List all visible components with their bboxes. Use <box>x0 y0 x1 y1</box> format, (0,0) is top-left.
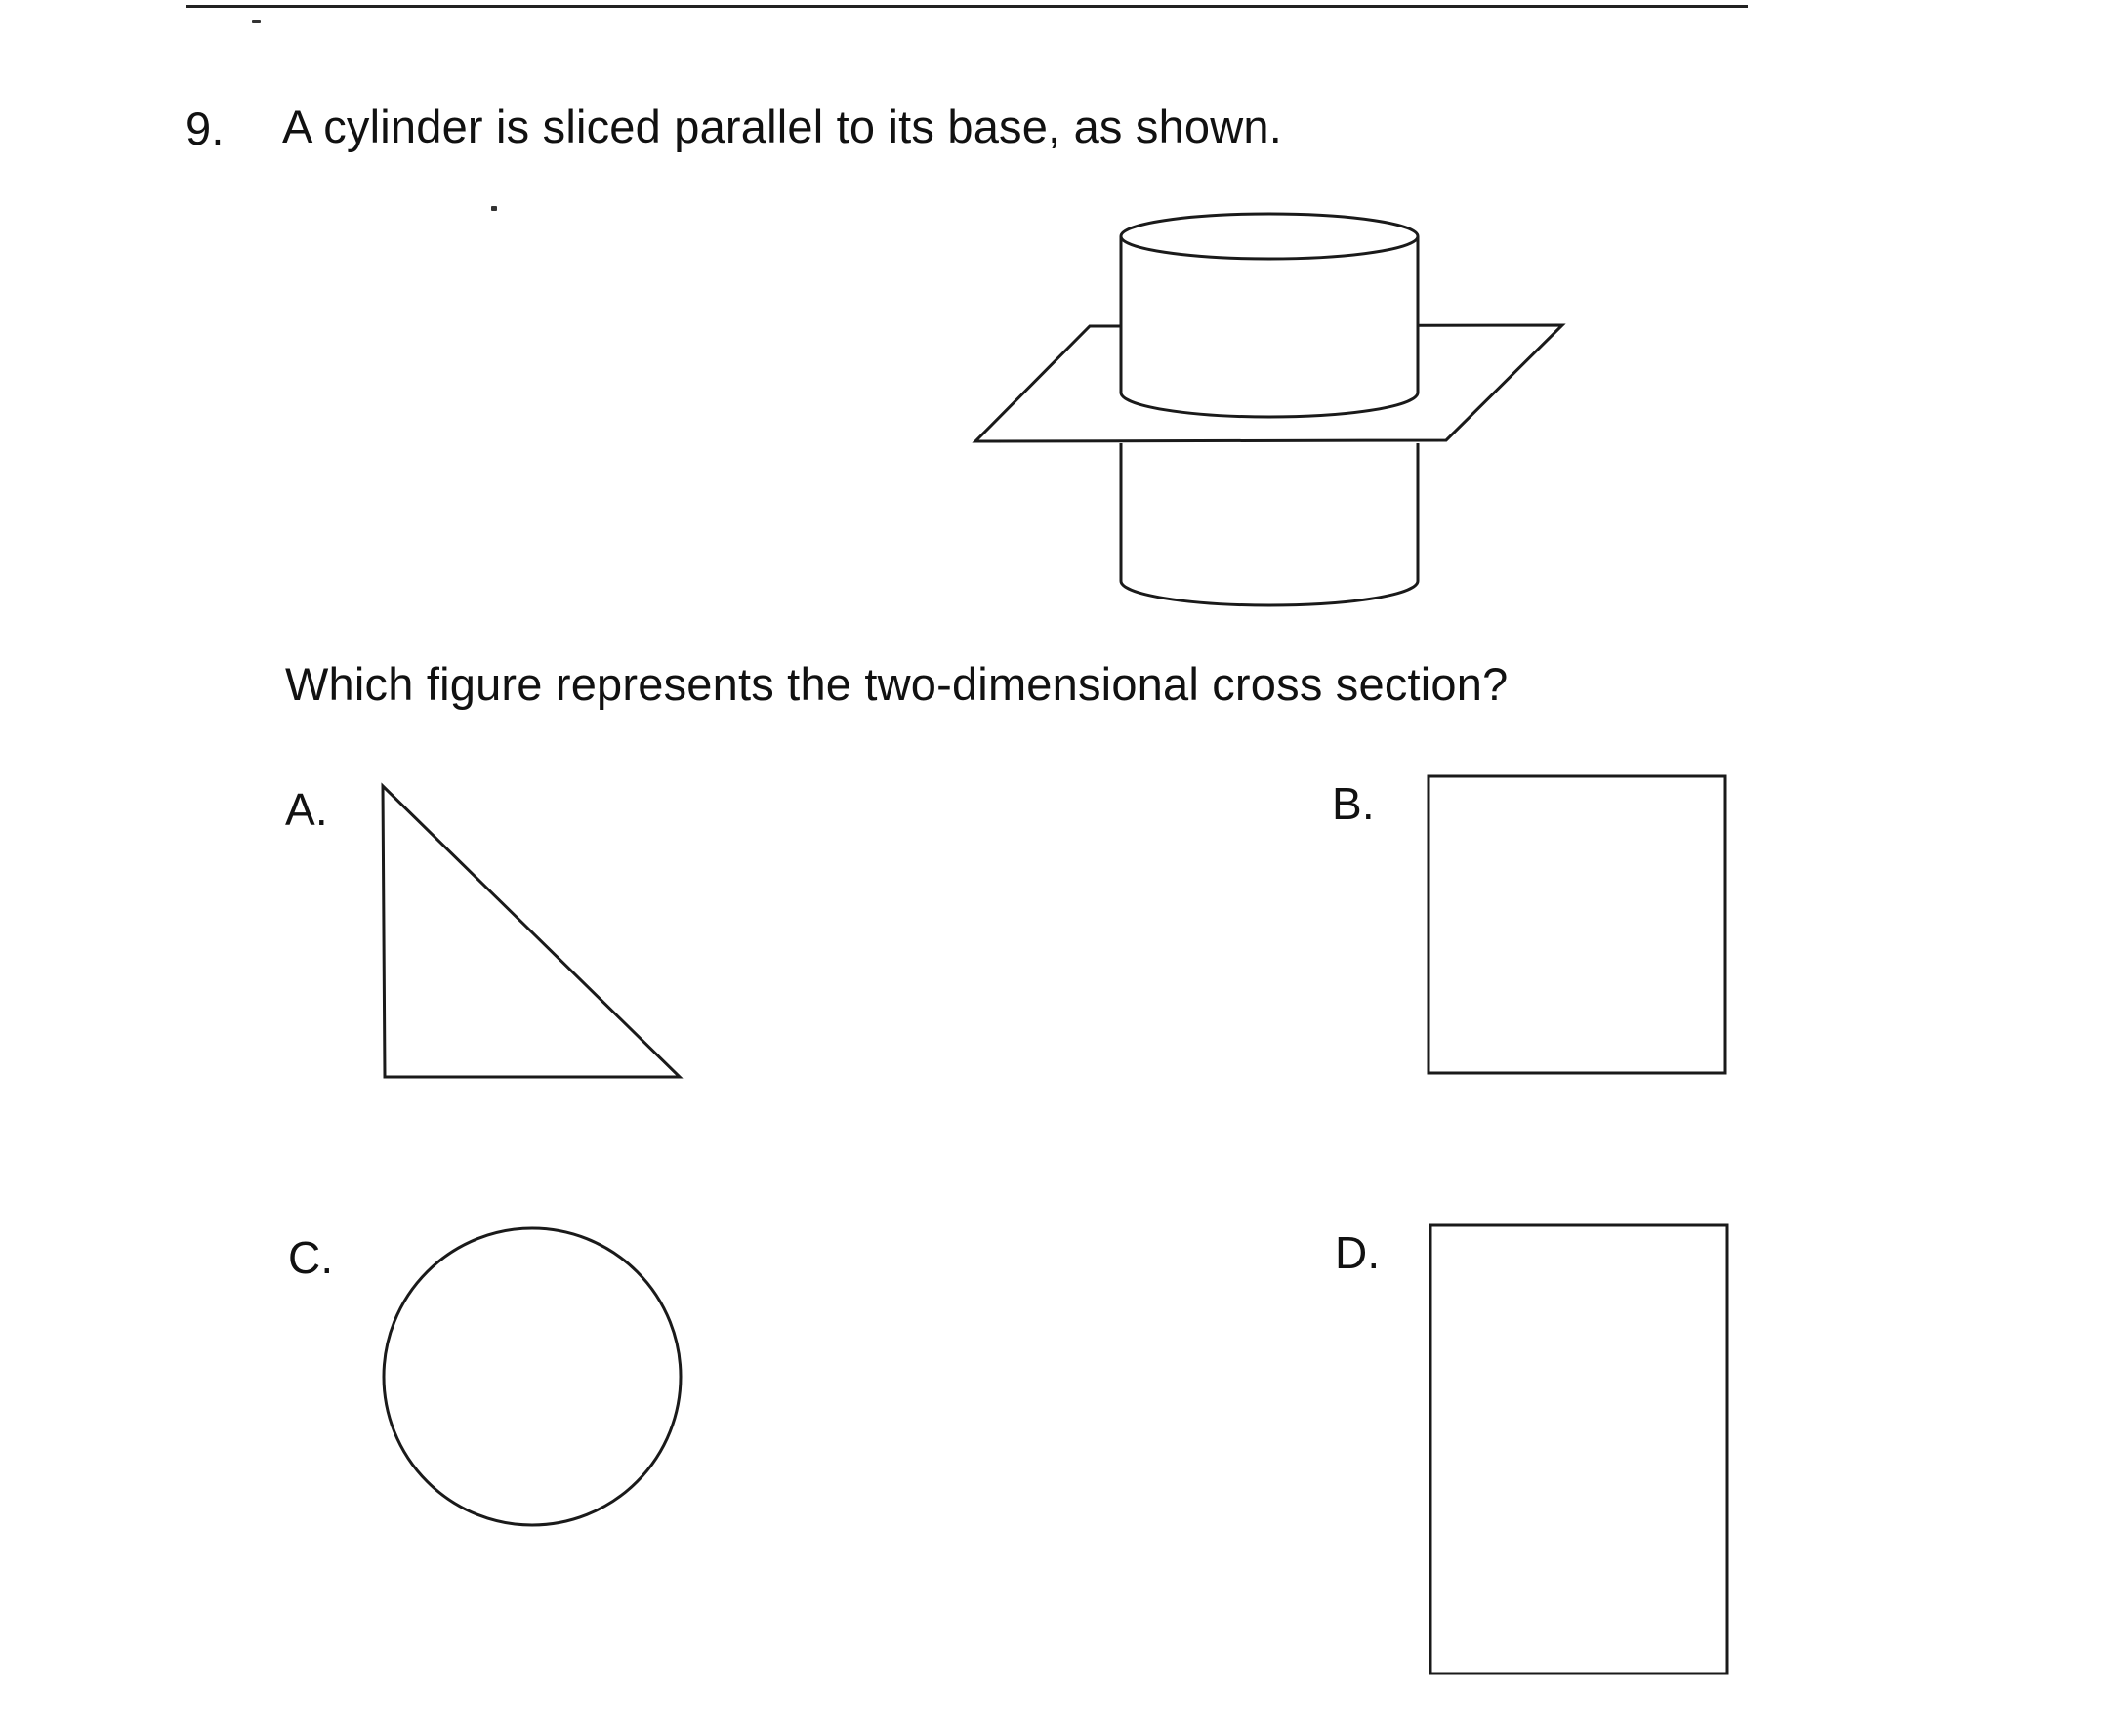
scan-speck <box>252 20 261 23</box>
cylinder-sliced-by-plane-icon <box>967 200 1592 610</box>
option-b-label[interactable]: B. <box>1332 778 1375 829</box>
option-a-label[interactable]: A. <box>285 784 328 835</box>
option-a-right-triangle[interactable] <box>376 779 688 1082</box>
top-rule <box>186 5 1748 8</box>
cylinder-lower-part <box>1121 443 1418 605</box>
option-d-label[interactable]: D. <box>1335 1227 1381 1278</box>
option-d-rectangle[interactable] <box>1426 1220 1738 1679</box>
question-prompt: Which figure represents the two-dimensional cross section? <box>285 658 1509 710</box>
option-b-square[interactable] <box>1424 771 1736 1080</box>
question-stem: A cylinder is sliced parallel to its base, as shown. <box>282 101 1282 152</box>
cylinder-top-face <box>1121 214 1418 259</box>
option-c-label[interactable]: C. <box>288 1232 334 1283</box>
cylinder-upper-part <box>1121 236 1418 417</box>
option-c-circle[interactable] <box>381 1225 693 1538</box>
question-number: 9. <box>186 103 225 154</box>
scan-speck <box>491 206 497 211</box>
